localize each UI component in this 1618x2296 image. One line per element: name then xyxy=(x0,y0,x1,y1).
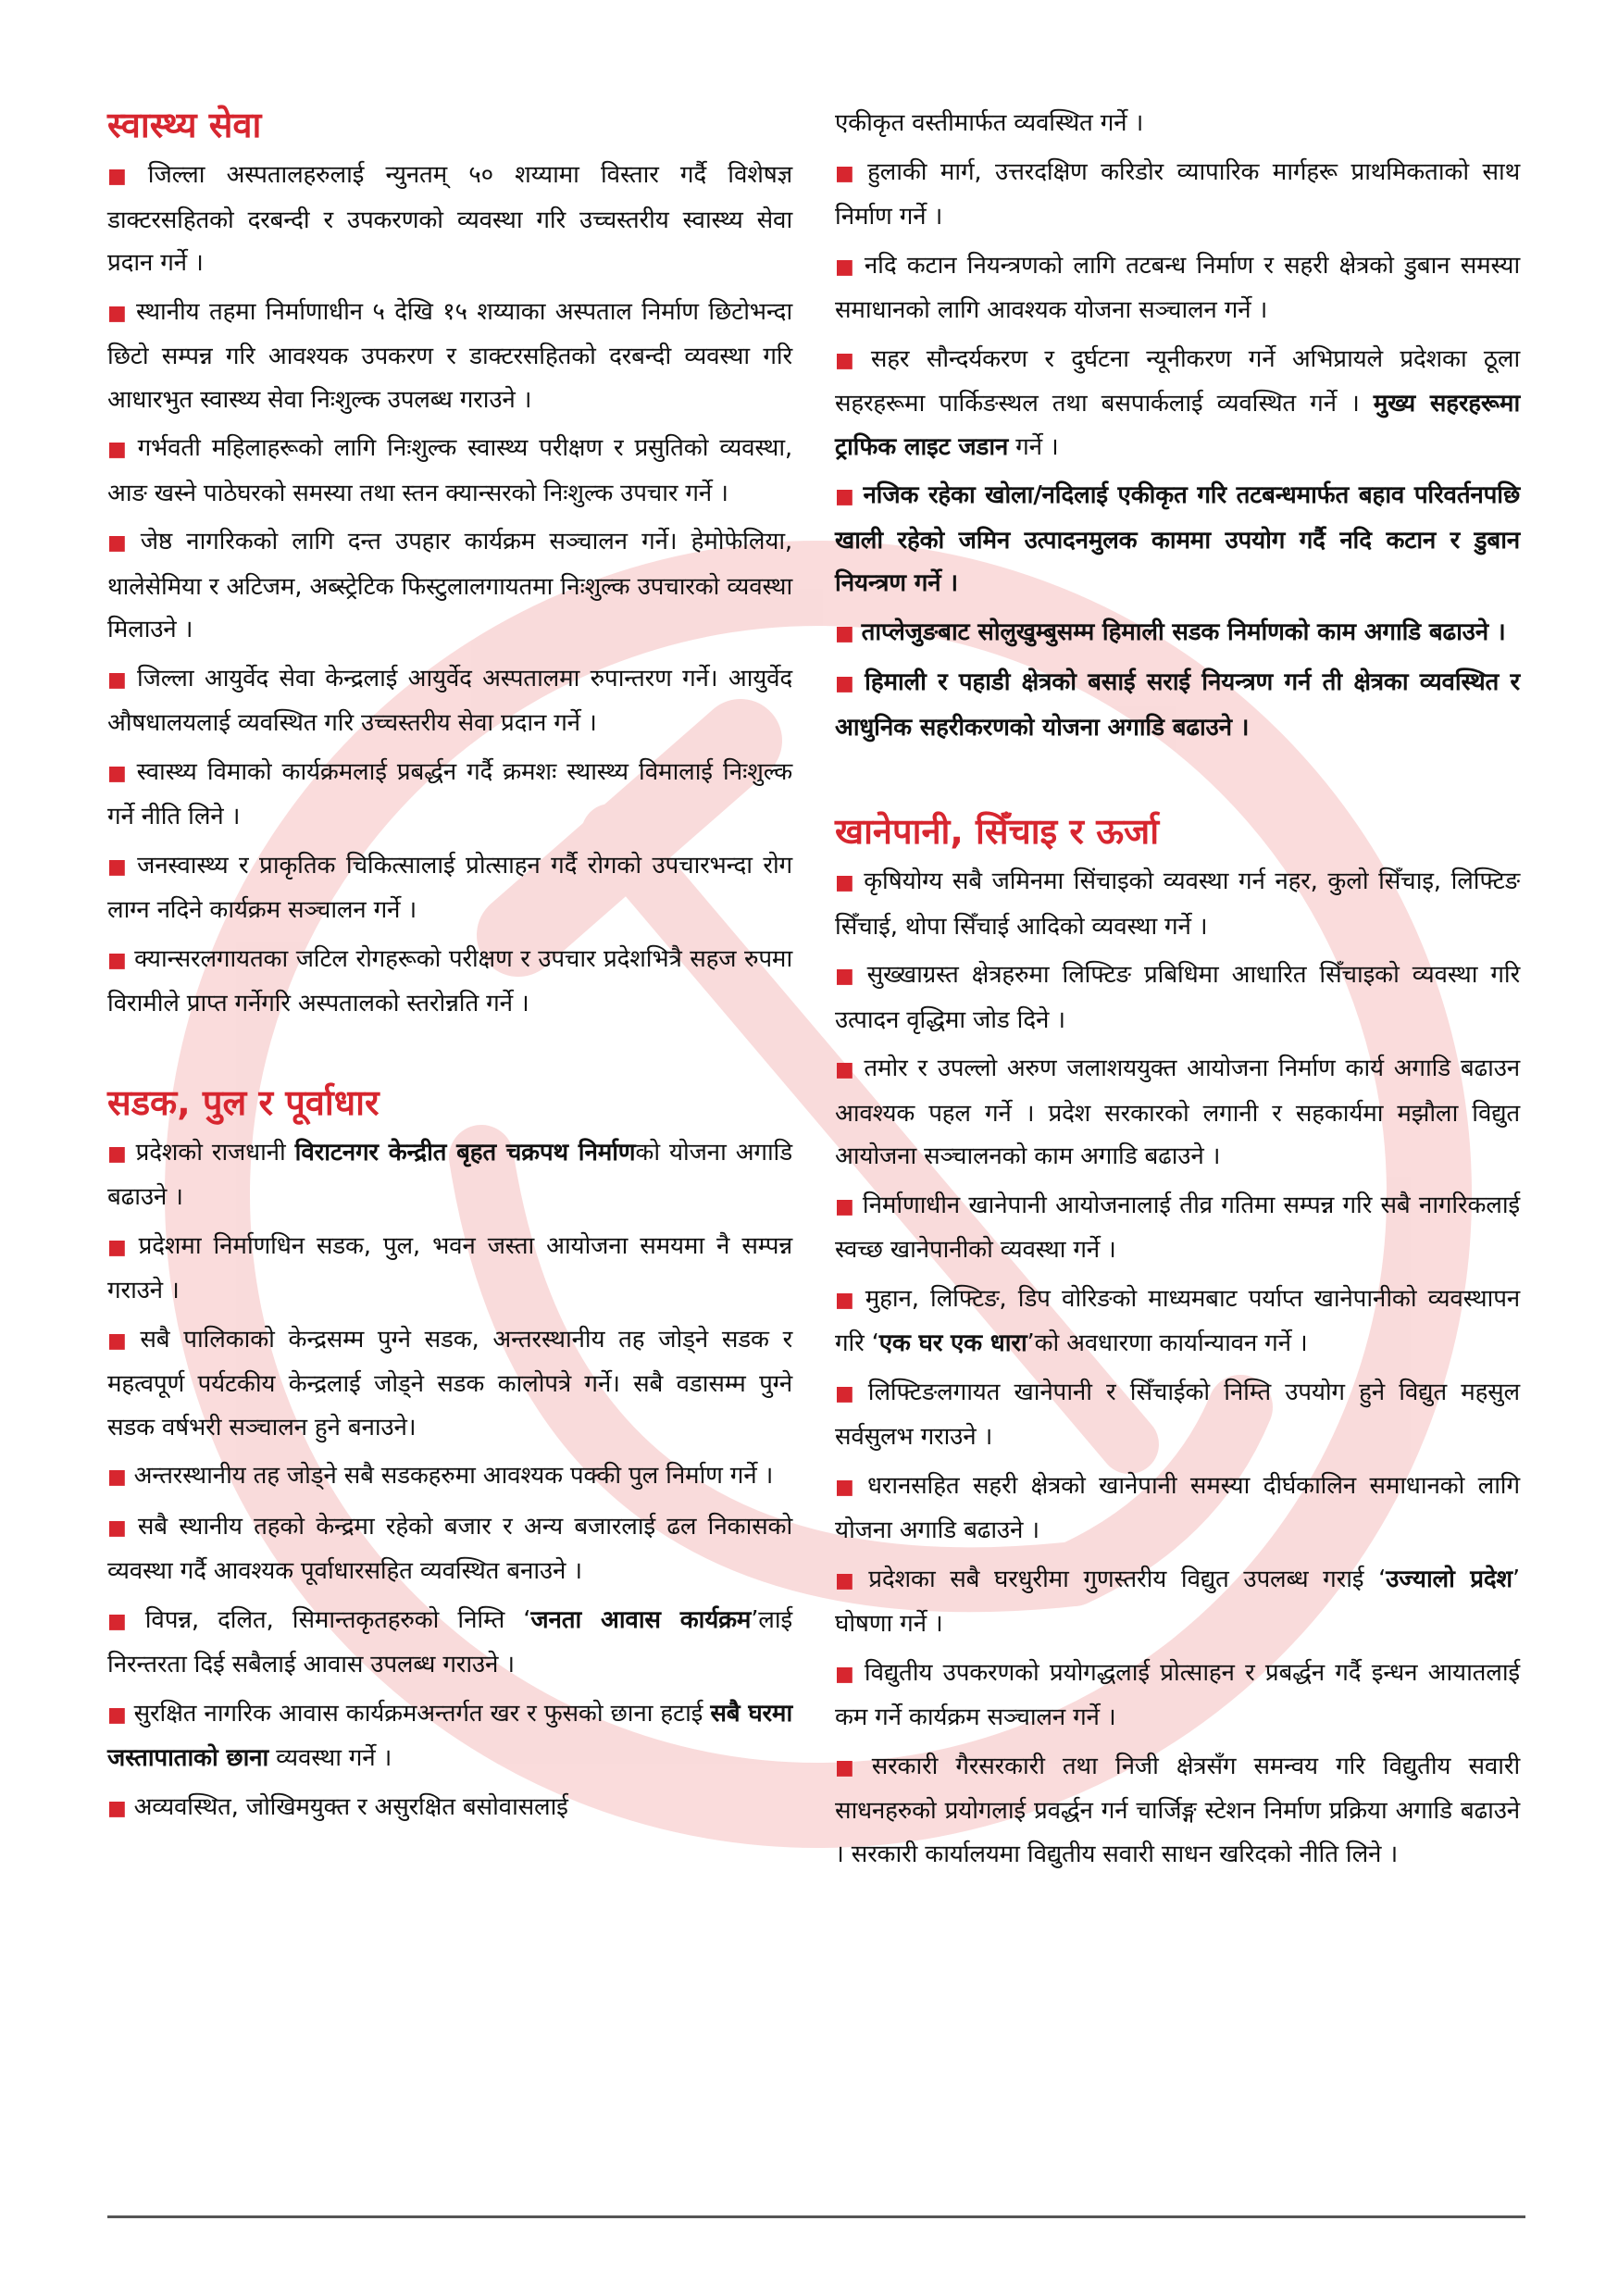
list-item: ■ सुरक्षित नागरिक आवास कार्यक्रमअन्तर्गत खर र फुसको छाना हटाई सबै घरमा जस्तापाताको छाना व्यवस्था गर्ने । xyxy=(107,1699,792,1772)
bullet-square-icon: ■ xyxy=(107,1235,131,1259)
bullet-square-icon: ■ xyxy=(107,1796,127,1820)
bullet-square-icon: ■ xyxy=(835,1662,857,1686)
bullet-square-icon: ■ xyxy=(835,1058,857,1081)
list-item: ■ हिमाली र पहाडी क्षेत्रको बसाई सराई नियन्त्रण गर्न ती क्षेत्रका व्यवस्थित र आधुनिक सहरीकरणको योजना अगाडि बढाउने । xyxy=(835,668,1520,742)
bullet-square-icon: ■ xyxy=(835,871,857,894)
list-item: ■ प्रदेशमा निर्माणधिन सडक, पुल, भवन जस्ता आयोजना समयमा नै सम्पन्न गराउने । xyxy=(107,1231,792,1304)
bullet-square-icon: ■ xyxy=(835,485,856,508)
bullet-square-icon: ■ xyxy=(835,1568,862,1592)
bullet-square-icon: ■ xyxy=(107,1703,127,1727)
list-item: ■ मुहान, लिफ्टिङ, डिप वोरिङको माध्यमबाट पर्याप्त खानेपानीको व्यवस्थापन गरि ‘एक घर एक धारा’को अवधारणा कार्यान्यावन गर्ने । xyxy=(835,1284,1520,1357)
bullet-square-icon: ■ xyxy=(835,255,857,279)
bullet-square-icon: ■ xyxy=(835,348,864,372)
list-item: ■ नजिक रहेका खोला/नदिलाई एकीकृत गरि तटबन्धमार्फत बहाव परिवर्तनपछि खाली रहेको जमिन उत्पादनमुलक काममा उपयोग गर्दै नदि कटान र डुबान नियन्त्रण गर्ने । xyxy=(835,481,1520,597)
list-item: ■ सबै पालिकाको केन्द्रसम्म पुग्ने सडक, अन्तरस्थानीय तह जोड्ने सडक र महत्वपूर्ण पर्यटकीय केन्द्रलाई जोड्ने सडक कालोपत्रे गर्ने। सबै वडासम्म पुग्ने सडक वर्षभरी सञ्चालन हुने बनाउने। xyxy=(107,1325,792,1441)
list-item: ■ धरानसहित सहरी क्षेत्रको खानेपानी समस्या दीर्घकालिन समाधानको लागि योजना अगाडि बढाउने । xyxy=(835,1471,1520,1544)
bullet-square-icon: ■ xyxy=(835,965,860,988)
bullet-square-icon: ■ xyxy=(107,531,133,555)
list-item: ■ हुलाकी मार्ग, उत्तरदक्षिण करिडोर व्यापारिक मार्गहरू प्राथमिकताको साथ निर्माण गर्ने । xyxy=(835,157,1520,231)
list-item: ■ ताप्लेजुङबाट सोलुखुम्बुसम्म हिमाली सडक निर्माणको काम अगाडि बढाउने । xyxy=(835,618,1506,646)
bullet-square-icon: ■ xyxy=(107,1609,138,1633)
health-heading: स्वास्थ्य सेवा xyxy=(107,105,262,145)
left-column xyxy=(107,102,792,1836)
list-item: ■ सहर सौन्दर्यकरण र दुर्घटना न्यूनीकरण गर्ने अभिप्रायले प्रदेशका ठूला सहरहरूमा पार्किङस्थल तथा बसपार्कलाई व्यवस्थित गर्ने । मुख्य सहरहरूमा ट्राफिक लाइट जडान गर्ने । xyxy=(835,344,1520,461)
document-page xyxy=(107,102,1525,2185)
bullet-square-icon: ■ xyxy=(107,1516,131,1540)
list-item: ■ विद्युतीय उपकरणको प्रयोगद्धलाई प्रोत्साहन र प्रबर्द्धन गर्दै इन्धन आयातलाई कम गर्ने कार्यक्रम सञ्चालन गर्ने । xyxy=(835,1658,1520,1731)
list-item: ■ गर्भवती महिलाहरूको लागि निःशुल्क स्वास्थ्य परीक्षण र प्रसुतिको व्यवस्था, आङ खस्ने पाठेघरको समस्या तथा स्तन क्यान्सरको निःशुल्क उपचार गर्ने । xyxy=(107,434,792,507)
list-item: ■ स्वास्थ्य विमाको कार्यक्रमलाई प्रबर्द्धन गर्दै क्रमशः स्थास्थ्य विमालाई निःशुल्क गर्ने नीति लिने । xyxy=(107,757,792,830)
list-item: ■ सुख्खाग्रस्त क्षेत्रहरुमा लिफ्टिङ प्रबिधिमा आधारित सिँचाइको व्यवस्था गरि उत्पादन वृद्धिमा जोड दिने । xyxy=(835,961,1521,1034)
list-item: ■ जेष्ठ नागरिकको लागि दन्त उपहार कार्यक्रम सञ्चालन गर्ने। हेमोफेलिया, थालेसेमिया र अटिजम, अब्स्ट्रेटिक फिस्टुलालगायतमा निःशुल्क उपचारको व्यवस्था मिलाउने । xyxy=(107,528,793,643)
list-item-continuation: एकीकृत वस्तीमार्फत व्यवस्थित गर्ने । xyxy=(835,109,1144,137)
list-item: ■ अन्तरस्थानीय तह जोड्ने सबै सडकहरुमा आवश्यक पक्की पुल निर्माण गर्ने । xyxy=(107,1462,774,1490)
list-item: ■ तमोर र उपल्लो अरुण जलाशययुक्त आयोजना निर्माण कार्य अगाडि बढाउन आवश्यक पहल गर्ने । प्रदेश सरकारको लगानी र सहकार्यमा मझौला विद्युत आयोजना सञ्चालनको काम अगाडि बढाउने । xyxy=(835,1054,1520,1170)
list-item: ■ नदि कटान नियन्त्रणको लागि तटबन्ध निर्माण र सहरी क्षेत्रको डुबान समस्या समाधानको लागि आवश्यक योजना सञ्चालन गर्ने । xyxy=(835,251,1520,324)
list-item: ■ निर्माणाधीन खानेपानी आयोजनालाई तीव्र गतिमा सम्पन्न गरि सबै नागरिकलाई स्वच्छ खानेपानीको व्यवस्था गर्ने । xyxy=(835,1191,1520,1264)
bullet-square-icon: ■ xyxy=(107,301,130,325)
bullet-square-icon: ■ xyxy=(107,668,130,692)
bullet-square-icon: ■ xyxy=(835,1288,858,1312)
list-item: ■ क्यान्सरलगायतका जटिल रोगहरूको परीक्षण र उपचार प्रदेशभित्रै सहज रुपमा विरामीले प्राप्त गर्नेगरि अस्पतालको स्तरोन्नति गर्ने । xyxy=(107,944,792,1017)
bullet-square-icon: ■ xyxy=(107,165,141,188)
bullet-square-icon: ■ xyxy=(835,161,861,185)
bullet-square-icon: ■ xyxy=(107,855,131,879)
bullet-square-icon: ■ xyxy=(835,1755,865,1779)
bullet-square-icon: ■ xyxy=(835,1194,855,1218)
list-item: ■ जिल्ला अस्पतालहरुलाई न्युनतम् ५० शय्यामा विस्तार गर्दै विशेषज्ञ डाक्टरसहितको दरबन्दी र उपकरणको व्यवस्था गरि उच्चस्तरीय स्वास्थ्य सेवा प्रदान गर्ने । xyxy=(107,161,792,277)
list-item: ■ प्रदेशका सबै घरधुरीमा गुणस्तरीय विद्युत उपलब्ध गराई ‘उज्यालो प्रदेश’ घोषणा गर्ने । xyxy=(835,1565,1520,1638)
list-item: ■ विपन्न, दलित, सिमान्तकृतहरुको निम्ति ‘जनता आवास कार्यक्रम’लाई निरन्तरता दिई सबैलाई आवास उपलब्ध गराउने । xyxy=(107,1605,792,1678)
footer-divider xyxy=(107,2215,1525,2218)
list-item: ■ कृषियोग्य सबै जमिनमा सिंचाइको व्यवस्था गर्न नहर, कुलो सिँचाइ, लिफ्टिङ सिँचाई, थोपा सिँचाई आदिको व्यवस्था गर्ने । xyxy=(835,867,1520,941)
bullet-square-icon: ■ xyxy=(107,948,128,972)
right-column xyxy=(835,102,1520,1881)
bullet-square-icon: ■ xyxy=(107,761,130,785)
list-item: ■ जिल्ला आयुर्वेद सेवा केन्द्रलाई आयुर्वेद अस्पतालमा रुपान्तरण गर्ने। आयुर्वेद औषधालयलाई व्यवस्थित गरि उच्चस्तरीय सेवा प्रदान गर्ने । xyxy=(107,664,792,737)
bullet-square-icon: ■ xyxy=(835,1475,860,1499)
list-item: ■ प्रदेशको राजधानी विराटनगर केन्द्रीत बृहत चक्रपथ निर्माणको योजना अगाडि बढाउने । xyxy=(107,1138,792,1211)
roads-heading: सडक, पुल र पूर्वाधार xyxy=(107,1081,380,1123)
list-item: ■ सरकारी गैरसरकारी तथा निजी क्षेत्रसँग समन्वय गरि विद्युतीय सवारी साधनहरुको प्रयोगलाई प्रवर्द्धन गर्न चार्जिङ्ग स्टेशन निर्माण प्रक्रिया अगाडि बढाउने । सरकारी कार्यालयमा विद्युतीय सवारी साधन खरिदको नीति लिने । xyxy=(835,1752,1520,1868)
bullet-square-icon: ■ xyxy=(107,1329,133,1353)
water-energy-heading: खानेपानी, सिँचाइ र ऊर्जा xyxy=(835,811,1160,852)
bullet-square-icon: ■ xyxy=(835,1381,861,1405)
list-item: ■ लिफ्टिङलगायत खानेपानी र सिँचाईको निम्ति उपयोग हुने विद्युत महसुल सर्वसुलभ गराउने । xyxy=(835,1378,1520,1451)
bullet-square-icon: ■ xyxy=(107,1142,129,1166)
list-item: ■ सबै स्थानीय तहको केन्द्रमा रहेको बजार र अन्य बजारलाई ढल निकासको व्यवस्था गर्दै आवश्यक पूर्वाधारसहित व्यवस्थित बनाउने । xyxy=(107,1512,792,1585)
bullet-square-icon: ■ xyxy=(107,1466,127,1489)
bullet-square-icon: ■ xyxy=(107,438,131,461)
list-item: ■ अव्यवस्थित, जोखिमयुक्त र असुरक्षित बसोवासलाई xyxy=(107,1792,568,1821)
list-item: ■ स्थानीय तहमा निर्माणाधीन ५ देखि १५ शय्याका अस्पताल निर्माण छिटोभन्दा छिटो सम्पन्न गरि आवश्यक उपकरण र डाक्टरसहितको दरबन्दी व्यवस्था गरि आधारभुत स्वास्थ्य सेवा निःशुल्क उपलब्ध गराउने । xyxy=(107,297,792,414)
bullet-square-icon: ■ xyxy=(835,621,854,645)
bullet-square-icon: ■ xyxy=(835,672,858,695)
list-item: ■ जनस्वास्थ्य र प्राकृतिक चिकित्सालाई प्रोत्साहन गर्दै रोगको उपचारभन्दा रोग लाग्न नदिने कार्यक्रम सञ्चालन गर्ने । xyxy=(107,851,792,924)
